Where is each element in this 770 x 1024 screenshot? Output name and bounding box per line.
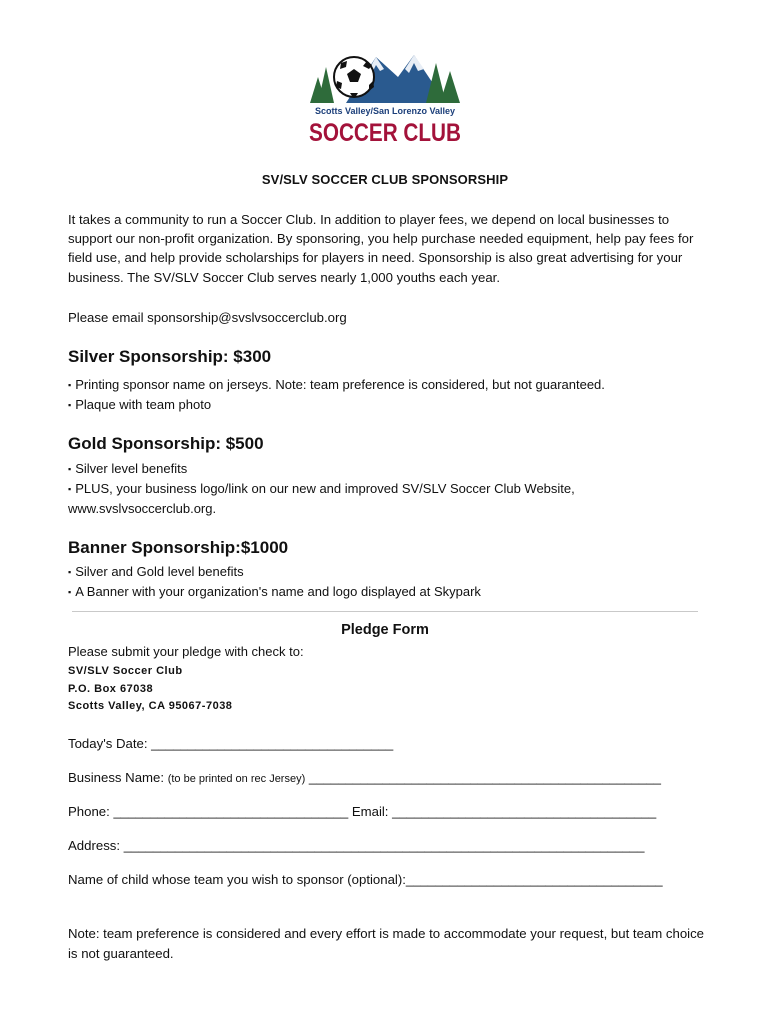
logo-main-text: SOCCER CLUB xyxy=(309,119,461,147)
phone-email-field xyxy=(68,804,656,819)
business-name-field xyxy=(68,770,661,785)
soccer-ball-icon xyxy=(334,57,374,97)
gold-benefits-list xyxy=(68,459,708,518)
pledge-form-title-text: Pledge Form xyxy=(341,622,429,638)
address-input-line[interactable]: _______________________________________________________________________ xyxy=(123,838,645,853)
logo-top-text: Scotts Valley/San Lorenzo Valley xyxy=(314,106,456,116)
child-name-label: Name of child whose team you wish to sponsor (optional): xyxy=(68,872,406,887)
silver-heading: Silver Sponsorship: $300 xyxy=(68,347,272,366)
list-item: ▪ Silver level benefits xyxy=(68,459,708,479)
club-logo xyxy=(306,47,464,147)
page-title: SV/SLV SOCCER CLUB SPONSORSHIP xyxy=(261,172,509,187)
date-label: Today's Date: xyxy=(68,736,152,751)
business-name-input-line[interactable]: ________________________________________________ xyxy=(305,770,661,785)
list-item: ▪ Silver and Gold level benefits xyxy=(68,562,708,582)
list-item: ▪ Plaque with team photo xyxy=(68,395,708,415)
email-input-line[interactable]: ____________________________________ xyxy=(392,804,657,819)
list-item: ▪ PLUS, your business logo/link on our new and improved SV/SLV Soccer Club Website, www.svslvsoccerclub.org. xyxy=(68,479,708,518)
child-name-input-line[interactable]: ___________________________________ xyxy=(405,872,663,887)
address-field xyxy=(68,838,644,853)
list-item: ▪ Printing sponsor name on jerseys. Note: team preference is considered, but not guaranteed. xyxy=(68,375,708,395)
section-divider xyxy=(72,611,698,612)
pledge-form-title xyxy=(0,622,770,638)
submit-instruction: Please submit your pledge with check to: xyxy=(68,644,304,659)
phone-label: Phone: xyxy=(68,804,114,819)
silver-benefits-list xyxy=(68,375,708,415)
banner-benefits-list xyxy=(68,562,708,602)
phone-input-line[interactable]: ________________________________ xyxy=(113,804,349,819)
mailing-address-line: SV/SLV Soccer Club xyxy=(68,665,183,677)
list-item: ▪ A Banner with your organization's name and logo displayed at Skypark xyxy=(68,582,708,602)
team-preference-note: Note: team preference is considered and every effort is made to accommodate your request, but team choice is not guaranteed. xyxy=(68,926,705,961)
email-instruction: Please email sponsorship@svslvsoccerclub.org xyxy=(68,310,347,325)
email-label: Email: xyxy=(348,804,393,819)
gold-heading: Gold Sponsorship: $500 xyxy=(68,434,264,453)
club-logo-graphic xyxy=(306,47,464,147)
mailing-address-line: P.O. Box 67038 xyxy=(68,683,154,695)
banner-heading: Banner Sponsorship:$1000 xyxy=(68,538,289,557)
mailing-address-line: Scotts Valley, CA 95067-7038 xyxy=(68,700,233,712)
child-name-field xyxy=(68,872,663,887)
date-input-line[interactable]: _________________________________ xyxy=(151,736,394,751)
business-name-label: Business Name: xyxy=(68,770,168,785)
business-name-hint: (to be printed on rec Jersey) xyxy=(167,773,306,785)
intro-paragraph: It takes a community to run a Soccer Club. In addition to player fees, we depend on local businesses to support our non-profit organization. By sponsoring, you help purchase needed equipment, help pay fees for field use, and help provide scholarships for players in need. Sponsorship is also great advertising for your business. The SV/SLV Soccer Club serves nearly 1,000 youths each year. xyxy=(68,212,694,285)
date-field xyxy=(68,736,393,751)
address-label: Address: xyxy=(68,838,124,853)
